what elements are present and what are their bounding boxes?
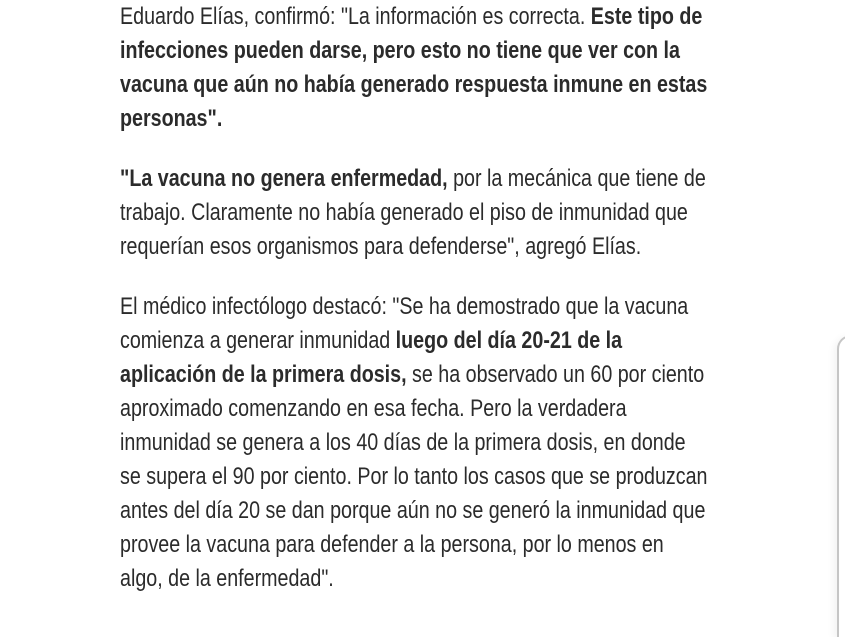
text-line	[120, 494, 707, 528]
text-line	[120, 68, 707, 102]
bold-text-run: personas".	[120, 105, 223, 132]
text-run: se ha observado un 60 por ciento	[406, 361, 705, 388]
text-line	[120, 162, 707, 196]
text-line	[120, 290, 707, 324]
bold-text-run: luego del día 20-21 de la	[395, 327, 623, 354]
text-run: comienza a generar inmunidad	[120, 327, 396, 354]
text-line	[120, 358, 707, 392]
peeking-card-edge	[837, 335, 845, 637]
text-run: algo, de la enfermedad".	[120, 565, 334, 592]
text-run: aproximado comenzando en esa fecha. Pero la verdadera	[120, 395, 627, 422]
bold-text-run: vacuna que aún no había generado respuesta inmune en estas	[120, 71, 708, 98]
text-line	[120, 102, 707, 136]
text-run: inmunidad se genera a los 40 días de la primera dosis, en donde	[120, 429, 686, 456]
text-line	[120, 230, 707, 264]
text-line	[120, 196, 707, 230]
text-line	[120, 0, 707, 34]
text-run: trabajo. Claramente no había generado el piso de inmunidad que	[120, 199, 688, 226]
bold-text-run: aplicación de la primera dosis,	[120, 361, 407, 388]
bold-text-run: infecciones pueden darse, pero esto no tiene que ver con la	[120, 37, 680, 64]
paragraph-3	[120, 290, 707, 596]
text-run: se supera el 90 por ciento. Por lo tanto los casos que se produzcan	[120, 463, 708, 490]
text-line	[120, 34, 707, 68]
text-line	[120, 392, 707, 426]
text-run: requerían esos organismos para defenderse", agregó Elías.	[120, 233, 642, 260]
text-line	[120, 426, 707, 460]
text-run: provee la vacuna para defender a la persona, por lo menos en	[120, 531, 664, 558]
paragraph-1	[120, 0, 707, 136]
bold-text-run: "La vacuna no genera enfermedad,	[120, 165, 448, 192]
paragraph-2	[120, 162, 707, 264]
text-line	[120, 528, 707, 562]
text-line	[120, 324, 707, 358]
text-run: por la mecánica que tiene de	[447, 165, 706, 192]
text-run: Eduardo Elías, confirmó: "La información es correcta.	[120, 3, 591, 30]
text-run: El médico infectólogo destacó: "Se ha demostrado que la vacuna	[120, 293, 689, 320]
text-line	[120, 460, 707, 494]
article-text-column	[120, 0, 707, 622]
bold-text-run: Este tipo de	[590, 3, 703, 30]
text-run: antes del día 20 se dan porque aún no se generó la inmunidad que	[120, 497, 706, 524]
